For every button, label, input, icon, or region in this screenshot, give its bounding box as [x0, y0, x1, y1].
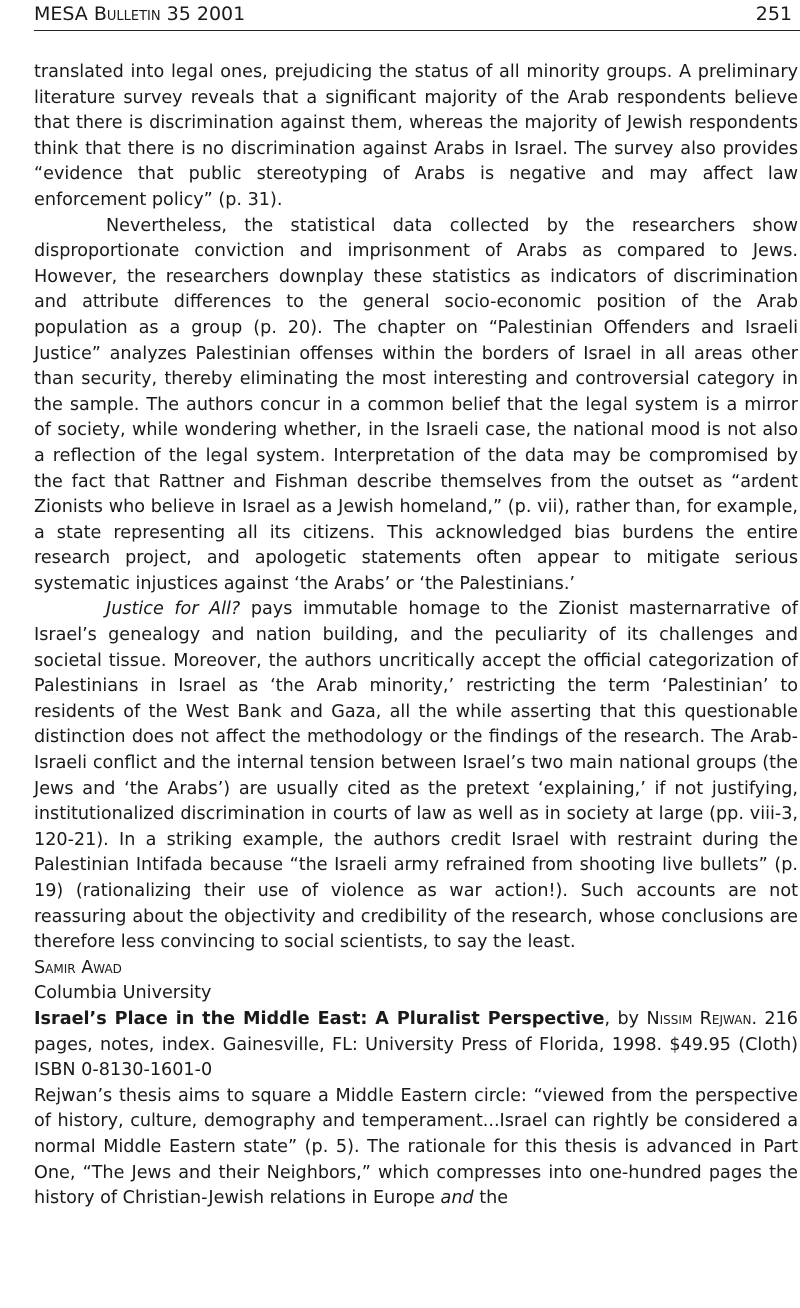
journal-header: MESA Bulletin 35 2001 — [34, 3, 246, 25]
body-text — [34, 60, 798, 1212]
review2-author: Nissim Rejwan — [646, 1008, 752, 1029]
running-head — [34, 0, 792, 28]
reviewer-name: Samir Awad — [34, 957, 122, 978]
review2-citation: Israel’s Place in the Middle East: A Pluralist Perspective, by Nissim Rejwan. 216 pages, notes, index. Gainesville, FL: University Press of Florida, 1998. $49.95 (Cloth) ISBN 0-8130-1601-0 — [34, 1008, 799, 1081]
header-divider — [34, 30, 800, 31]
review2-book-title: Israel’s Place in the Middle East: A Pluralist Perspective — [34, 1008, 605, 1029]
book-title-italic: Justice for All? — [106, 599, 241, 620]
reviewer-affiliation: Columbia University — [34, 983, 212, 1004]
review2-paragraph-1: Rejwan’s thesis aims to square a Middle Eastern circle: “viewed from the perspective of history, culture, demography and temperament...Israel can rightly be considered a normal Middle Eastern state” (p. 5). The rationale for this thesis is advanced in Part One, “The Jews and their Neighbors,” which compresses into one-hundred pages the history of Christian-Jewish relations in Europe and the — [34, 1085, 798, 1209]
review1-paragraph-1: translated into legal ones, prejudicing the status of all minority groups. A preliminary literature survey reveals that a significant majority of the Arab respondents believe that there is discrimination against them, whereas the majority of Jewish respondents think that there is no discrimination against Arabs in Israel. The survey also provides “evidence that public stereotyping of Arabs is negative and may affect law enforcement policy” (p. 31). — [34, 62, 798, 210]
review1-paragraph-2: Nevertheless, the statistical data collected by the researchers show disproportionate conviction and imprisonment of Arabs as compared to Jews. However, the researchers downplay these statistics as indicators of discrimination and attribute differences to the general socio-economic position of the Arab population as a group (p. 20). The chapter on “Palestinian Offenders and Israeli Justice” analyzes Palestinian offenses within the borders of Israel in all areas other than security, thereby eliminating the most interesting and controversial category in the sample. The authors concur in a common belief that the legal system is a mirror of society, while wondering whether, in the Israeli case, the national mood is not also a reflection of the legal system. Interpretation of the data may be compromised by the fact that Rattner and Fishman describe themselves from the outset as “ardent Zionists who believe in Israel as a Jewish homeland,” (p. vii), rather than, for example, a state representing all its citizens. This acknowledged bias burdens the entire research project, and apologetic statements often appear to mitigate serious systematic injustices against ‘the Arabs’ or ‘the Palestinians.’ — [34, 215, 798, 594]
page-number: 251 — [755, 3, 792, 25]
review1-paragraph-3: Justice for All? pays immutable homage to the Zionist masternarrative of Israel’s genealogy and nation building, and the peculiarity of its challenges and societal tissue. Moreover, the authors uncritically accept the official categorization of Palestinians in Israel as ‘the Arab minority,’ restricting the term ‘Palestinian’ to residents of the West Bank and Gaza, all the while asserting that this questionable distinction does not affect the methodology or the findings of the research. The Arab-Israeli conflict and the internal tension between Israel’s two main national groups (the Jews and ‘the Arabs’) are usually cited as the pretext ‘explaining,’ if not justifying, institutionalized discrimination in courts of law as well as in society at large (pp. viii-3, 120-21). In a striking example, the authors credit Israel with restraint during the Palestinian Intifada because “the Israeli army refrained from shooting live bullets” (p. 19) (rationalizing their use of violence as war action!). Such accounts are not reassuring about the objectivity and credibility of the research, whose conclusions are therefore less convincing to social scientists, to say the least. — [34, 599, 798, 953]
